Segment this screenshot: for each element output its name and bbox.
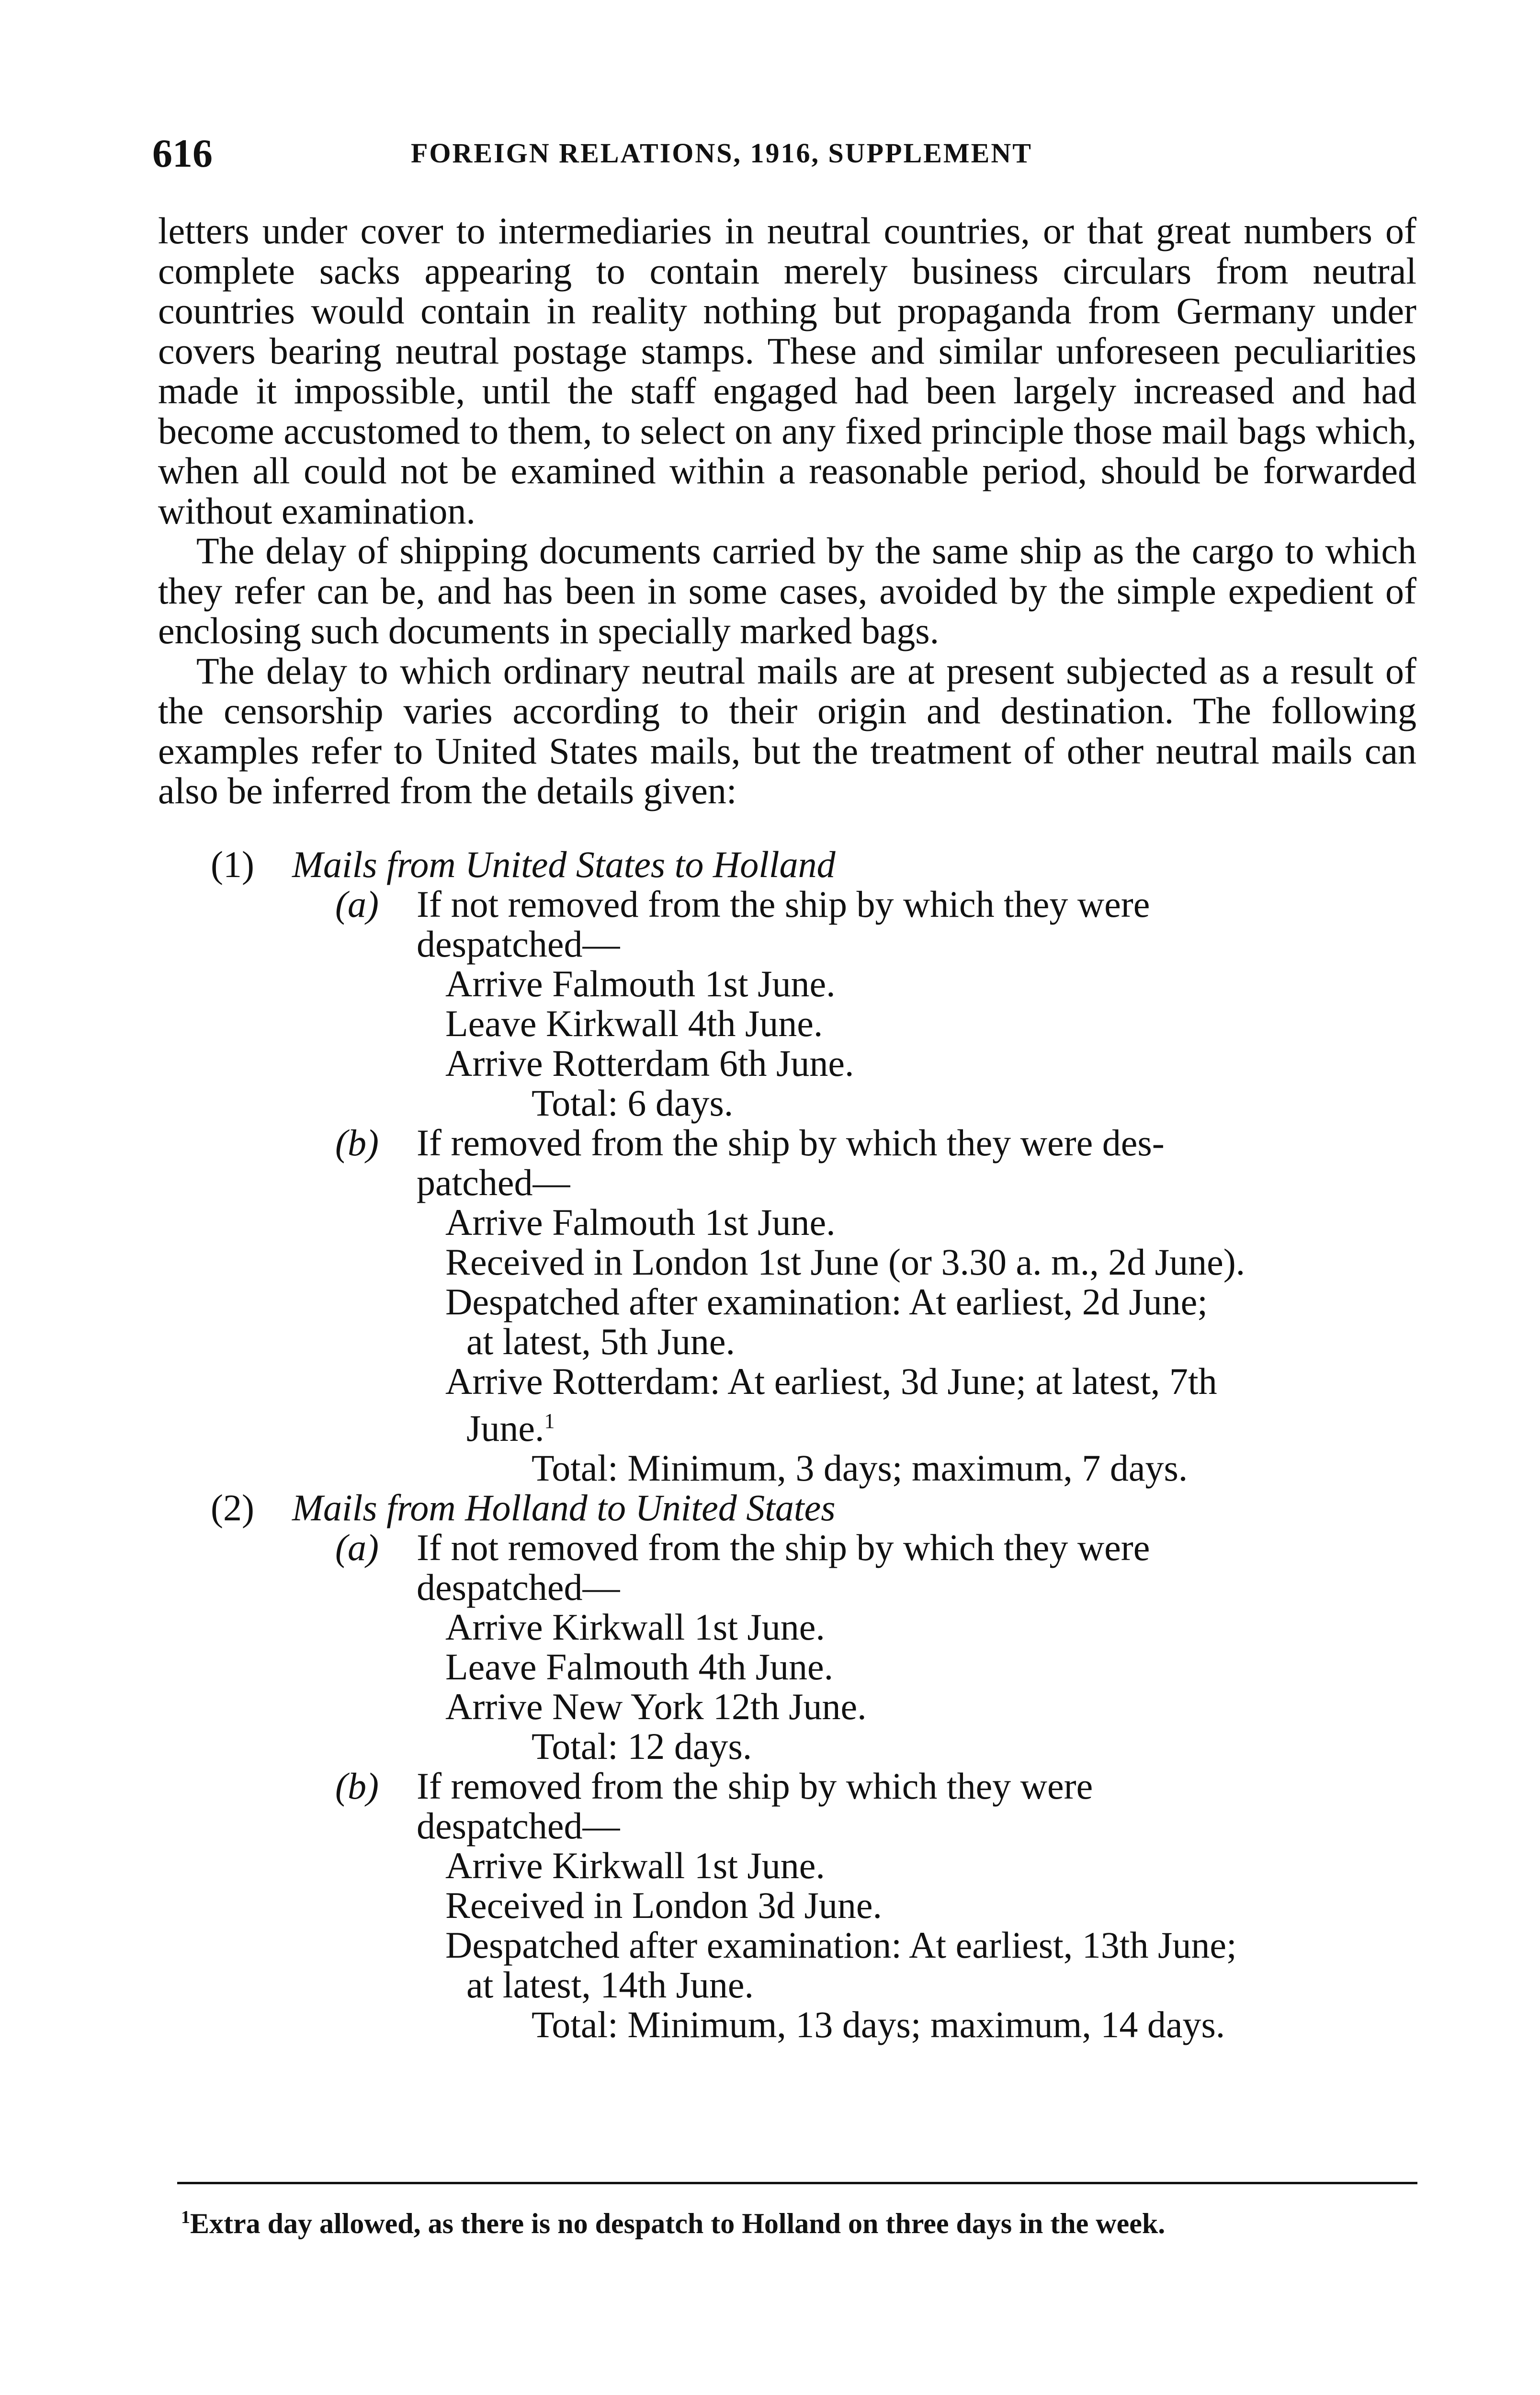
itinerary-line: Leave Falmouth 4th June. [445,1645,834,1688]
paragraph: The delay to which ordinary neutral mails are at present subjected as a result of the censorship varies according to their origin and destination. The following examples refer to United States mails, but the treatment of other neutral mails can also be inferred from the details given: [158,650,1416,811]
footnote-ref[interactable]: 1 [544,1409,555,1433]
section-number: (1) [211,843,254,885]
itinerary-line: Arrive Falmouth 1st June. [445,962,836,1004]
itinerary-text-cont: at latest, 5th June. [466,1320,736,1362]
body-text [158,211,1416,2044]
section-title [158,844,1416,884]
section-heading: Mails from United States to Holland [292,843,836,885]
case-a [158,1528,1416,1607]
page-number: 616 [152,131,213,176]
footnote-divider [177,2182,1417,2184]
total-line: Total: 6 days. [532,1082,734,1124]
footnote [181,2199,1416,2242]
section-us-to-holland [158,844,1416,1488]
itinerary-line: Arrive Kirkwall 1st June. [445,1606,825,1648]
itinerary-line: Arrive New York 12th June. [445,1685,867,1727]
itinerary-line [158,1282,1416,1361]
case-b [158,1766,1416,1846]
case-a [158,884,1416,964]
running-title: FOREIGN RELATIONS, 1916, SUPPLEMENT [411,137,1032,169]
case-heading-cont: despatched— [417,923,620,965]
case-heading-cont: patched— [417,1161,570,1203]
total-line: Total: 12 days. [532,1725,752,1767]
page-header [152,130,1407,183]
case-label: (b) [335,1121,379,1163]
section-heading: Mails from Holland to United States [292,1486,836,1528]
case-heading-cont: despatched— [417,1566,620,1608]
footnote-marker: 1 [181,2207,190,2227]
section-number: (2) [211,1486,254,1528]
itinerary-line: Arrive Rotterdam 6th June. [445,1042,854,1084]
total-line: Total: Minimum, 3 days; maximum, 7 days. [532,1447,1188,1489]
itinerary-text: Despatched after examination: At earliest, 13th June; [445,1924,1237,1966]
itinerary-line: Leave Kirkwall 4th June. [445,1002,823,1044]
case-label: (b) [335,1765,379,1807]
case-b [158,1123,1416,1202]
paragraph: letters under cover to intermediaries in neutral countries, or that great numbers of complete sacks appearing to contain merely business circulars from neutral countries would contain in reality nothing but propaganda from Germany under covers bearing neutral postage stamps. These and similar unforeseen peculiarities made it impossible, until the staff engaged had been largely increased and had become accustomed to them, to select on any fixed principle those mail bags which, when all could not be examined within a reasonable period, should be forwarded without examination. [158,210,1416,532]
case-heading: If removed from the ship by which they were des- [417,1121,1165,1163]
case-heading: If removed from the ship by which they were [417,1765,1093,1807]
itinerary-line [158,1925,1416,2005]
itinerary-text: Despatched after examination: At earliest, 2d June; [445,1280,1208,1323]
case-heading-cont: despatched— [417,1804,620,1847]
section-title [158,1488,1416,1528]
itinerary-line: Arrive Kirkwall 1st June. [445,1844,825,1886]
itinerary-text-cont: at latest, 14th June. [466,1963,754,2006]
paragraph: The delay of shipping documents carried by the same ship as the cargo to which they refer can be, and has been in some cases, avoided by the simple expedient of enclosing such documents in specially marked bags. [158,530,1416,651]
section-holland-to-us [158,1488,1416,2044]
itinerary-line [158,1361,1416,1448]
case-heading: If not removed from the ship by which they were [417,883,1150,925]
footnote-text: Extra day allowed, as there is no despatch to Holland on three days in the week. [190,2208,1166,2239]
itinerary-text: Arrive Rotterdam: At earliest, 3d June; at latest, 7th [445,1360,1217,1402]
mail-examples-list [158,844,1416,2044]
case-label: (a) [335,883,379,925]
itinerary-text-cont [445,1401,1416,1448]
case-heading: If not removed from the ship by which they were [417,1526,1150,1568]
total-line: Total: Minimum, 13 days; maximum, 14 days. [532,2003,1225,2045]
itinerary-line: Received in London 1st June (or 3.30 a. m., 2d June). [445,1241,1246,1283]
itinerary-line: Received in London 3d June. [445,1884,882,1926]
itinerary-text-end: June. [466,1407,544,1449]
itinerary-line: Arrive Falmouth 1st June. [445,1201,836,1243]
case-label: (a) [335,1526,379,1568]
